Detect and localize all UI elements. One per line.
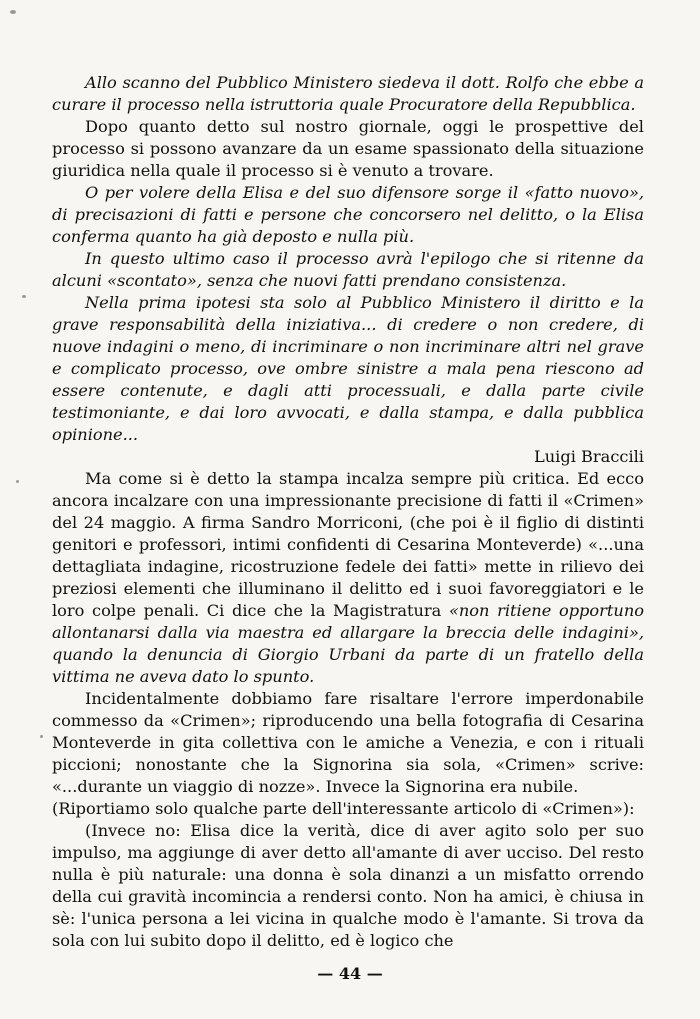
paragraph-3: O per volere della Elisa e del suo difensore sorge il «fatto nuovo», di precisazioni di fatti e persone che concorsero nel delitto, o la Elisa conferma quanto ha già deposto e nulla più. xyxy=(52,183,644,246)
paragraph-7: Incidentalmente dobbiamo fare risaltare l'errore imperdonabile commesso da «Crimen»; riproducendo una bella fotografia di Cesarina Monteverde in gita collettiva con le amiche a Venezia, e con i rituali piccioni; nonostante che la Signorina sia sola, «Crimen» scrive: «...durante un viaggio di nozze». Invece la Signorina era nubile. xyxy=(52,689,644,796)
page-body xyxy=(52,72,644,952)
scan-speck xyxy=(22,295,26,298)
scan-speck xyxy=(40,735,43,738)
paragraph-9: (Invece no: Elisa dice la verità, dice di aver agito solo per suo impulso, ma aggiunge di aver detto all'amante di aver ucciso. Del resto nulla è più naturale: una donna è sola dinanzi a un misfatto orrendo della cui gravità incomincia a rendersi conto. Non ha amici, è chiusa in sè: l'unica persona a lei vicina in qualche modo è l'amante. Si trova da sola con lui subito dopo il delitto, ed è logico che xyxy=(52,821,644,950)
paragraph-6 xyxy=(52,468,644,688)
paragraph-6-roman: Ma come si è detto la stampa incalza sempre più critica. Ed ecco ancora incalzare con una impressionante precisione di fatti il «Crimen» del 24 maggio. A firma Sandro Morriconi, (che poi è il figlio di distinti genitori e professori, intimi confidenti di Cesarina Monteverde) «...una dettagliata indagine, ricostruzione fedele dei fatti» mette in rilievo dei preziosi elementi che illuminano il delitto ed i suoi favoreggiatori e le loro colpe penali. Ci dice che la Magistratura xyxy=(52,469,644,620)
paragraph-4: In questo ultimo caso il processo avrà l'epilogo che si ritenne da alcuni «scontato», senza che nuovi fatti prendano consistenza. xyxy=(52,249,644,290)
paragraph-5: Nella prima ipotesi sta solo al Pubblico Ministero il diritto e la grave responsabilità della iniziativa... di credere o non credere, di nuove indagini o meno, di incriminare o non incriminare altri nel grave e complicato processo, ove ombre sinistre a mala pena riescono ad essere contenute, e dagli atti processuali, e dalla parte civile testimoniante, e dai loro avvocati, e dalla stampa, e dalla pubblica opinione... xyxy=(52,293,644,444)
paragraph-2: Dopo quanto detto sul nostro giornale, oggi le prospettive del processo si possono avanzare da un esame spassionato della situazione giuridica nella quale il processo si è venuto a trovare. xyxy=(52,117,644,180)
paragraph-8: (Riportiamo solo qualche parte dell'interessante articolo di «Crimen»): xyxy=(52,799,635,818)
paragraph-6-italic: «non ritiene opportuno allontanarsi dalla via maestra ed allargare la breccia delle indagini», quando la denuncia di Giorgio Urbani da parte di un fratello della vittima ne aveva dato lo spunto. xyxy=(52,601,644,686)
signature-author: Luigi Braccili xyxy=(534,447,644,466)
paragraph-1: Allo scanno del Pubblico Ministero siedeva il dott. Rolfo che ebbe a curare il processo nella istruttoria quale Procuratore della Repubblica. xyxy=(52,73,644,114)
scan-speck xyxy=(16,480,19,483)
scan-speck xyxy=(10,10,16,14)
page-number: — 44 — xyxy=(317,964,383,983)
